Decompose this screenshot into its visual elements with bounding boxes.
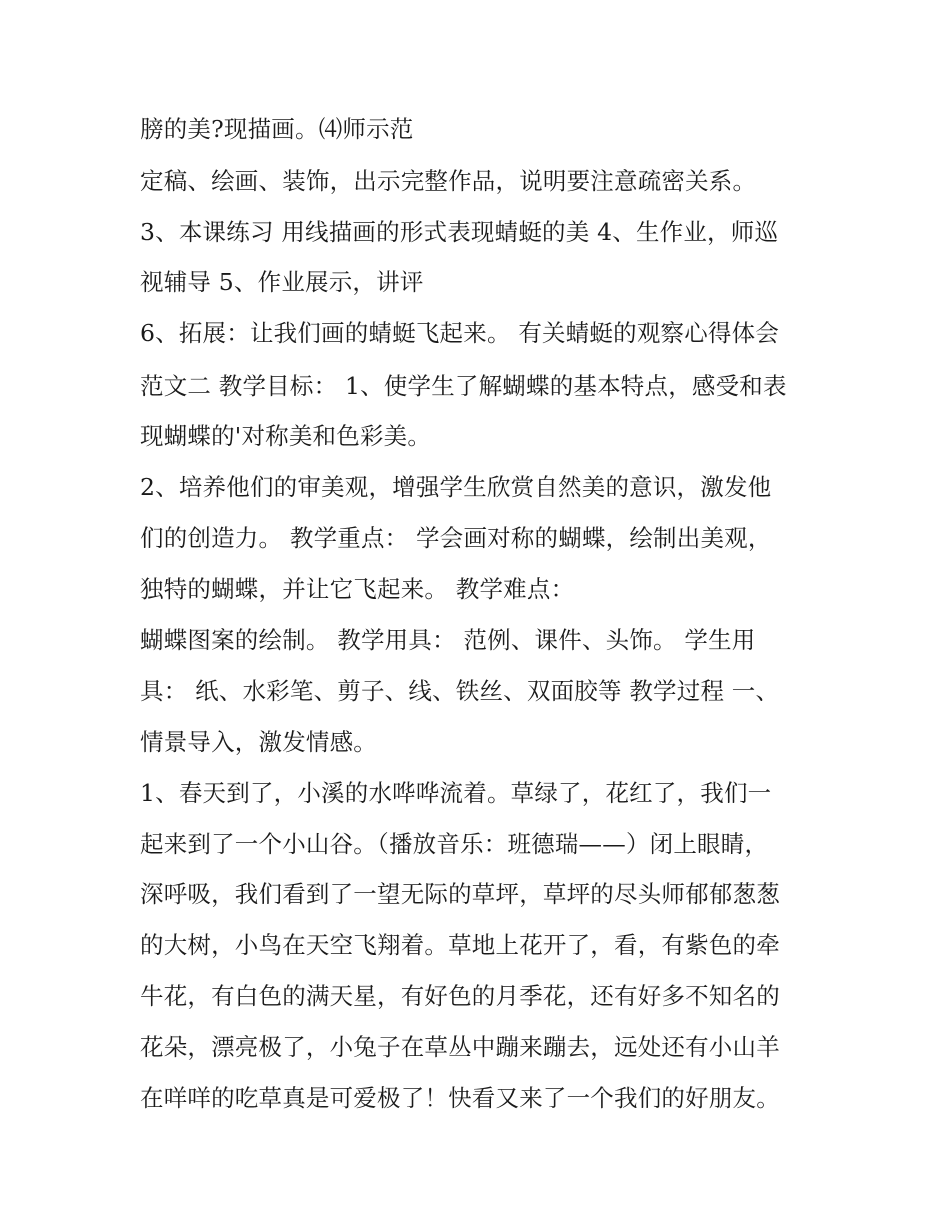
text-line: 2、培养他们的审美观，增强学生欣赏自然美的意识，激发他 [140, 473, 772, 501]
text-line: 起来到了一个小山谷。（播放音乐：班德瑞——）闭上眼睛， [140, 830, 769, 858]
text-line: 1、春天到了，小溪的水哗哗流着。草绿了，花红了，我们一 [140, 779, 772, 807]
text-line: 情景导入，激发情感。 [140, 728, 377, 756]
text-line: 蝴蝶图案的绘制。 教学用具： 范例、课件、头饰。 学生用 [140, 626, 756, 654]
text-line: 在咩咩的吃草真是可爱极了！快看又来了一个我们的好朋友。 [140, 1084, 780, 1112]
text-line: 们的创造力。 教学重点： 学会画对称的蝴蝶，绘制出美观， [140, 524, 772, 552]
text-line: 定稿、绘画、装饰，出示完整作品，说明要注意疏密关系。 [140, 167, 757, 195]
text-line: 具： 纸、水彩笔、剪子、线、铁丝、双面胶等 教学过程 一、 [140, 677, 780, 705]
text-line: 范文二 教学目标： 1、使学生了解蝴蝶的基本特点，感受和表 [140, 372, 787, 400]
text-line: 深呼吸，我们看到了一望无际的草坪，草坪的尽头师郁郁葱葱 [140, 880, 780, 908]
text-line: 的大树，小鸟在天空飞翔着。草地上花开了，看，有紫色的牵 [140, 931, 780, 959]
text-line: 花朵，漂亮极了，小兔子在草丛中蹦来蹦去，远处还有小山羊 [140, 1033, 780, 1061]
text-line: 现蝴蝶的'对称美和色彩美。 [140, 422, 432, 450]
text-line: 3、本课练习 用线描画的形式表现蜻蜓的美 4、生作业，师巡 [140, 218, 779, 246]
text-line: 6、拓展：让我们画的蜻蜓飞起来。 有关蜻蜓的观察心得体会 [140, 319, 780, 347]
text-line: 膀的美?现描画。⑷师示范 [140, 115, 414, 143]
text-line: 视辅导 5、作业展示，讲评 [140, 268, 424, 296]
text-line: 牛花，有白色的满天星，有好色的月季花，还有好多不知名的 [140, 982, 780, 1010]
text-line: 独特的蝴蝶，并让它飞起来。 教学难点： [140, 575, 575, 603]
